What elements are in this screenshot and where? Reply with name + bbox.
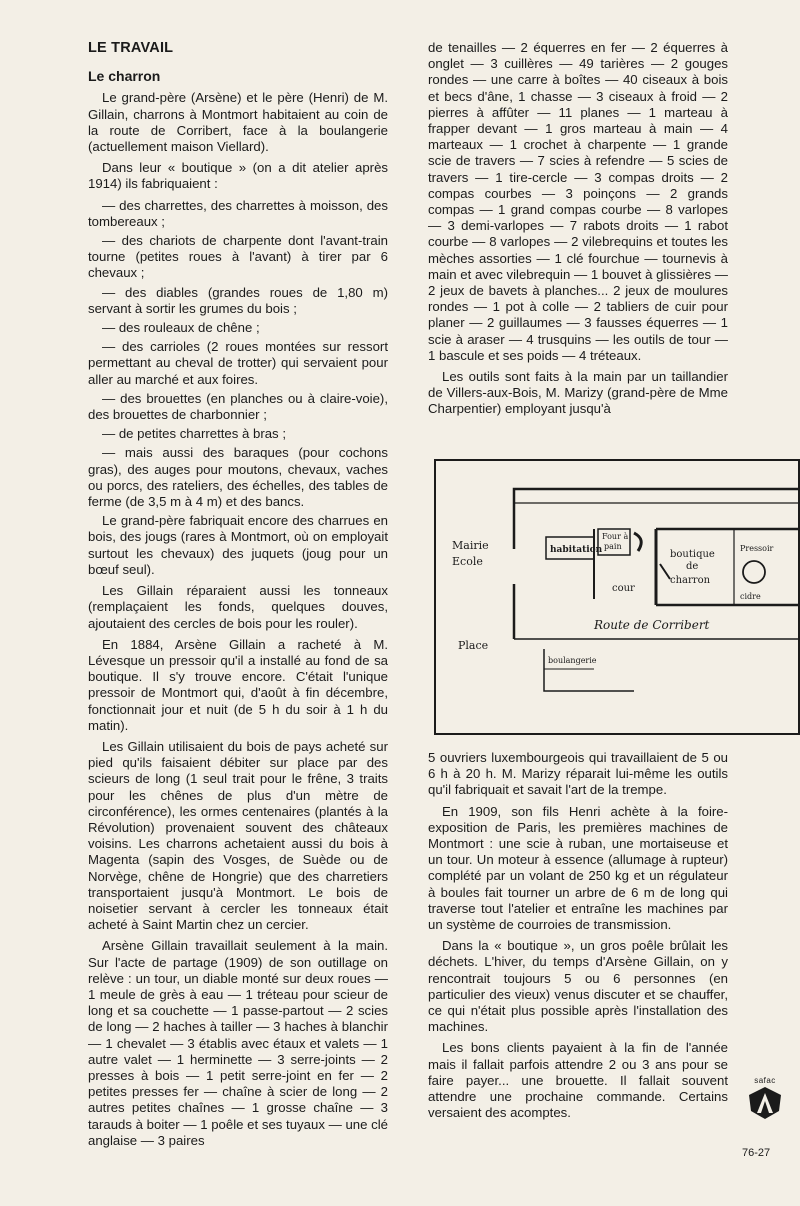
- paragraph: Les outils sont faits à la main par un taillandier de Villers-aux-Bois, M. Marizy (grand-père de Mme Charpentier) employant jusqu'à: [428, 369, 728, 417]
- paragraph: 5 ouvriers luxembourgeois qui travaillaient de 5 ou 6 h à 20 h. M. Marizy réparait lui-même les outils qu'il fabriquait et savait l'art de la trempe.: [428, 750, 728, 798]
- publisher-logo: [745, 1076, 785, 1126]
- list-item: — des chariots de charpente dont l'avant-train tourne (petites roues à l'avant) à tirer par 6 chevaux ;: [88, 233, 388, 281]
- page-number: 76-27: [742, 1147, 771, 1159]
- plan-label-route: Route de Corribert: [594, 618, 710, 632]
- right-column-top: [428, 40, 728, 423]
- plan-label-boutique-2: de: [686, 561, 699, 572]
- paragraph: En 1884, Arsène Gillain a racheté à M. Lévesque un pressoir qu'il a installé au fond de sa boutique. Il s'y trouve encore. C'était l'unique pressoir de Montmort qui, d'août à fin décembre, fonctionnait jour et nuit (de 5 h du soir à 1 h du matin).: [88, 636, 388, 733]
- site-plan-sketch: [434, 459, 800, 735]
- paragraph: Arsène Gillain travaillait seulement à la main. Sur l'acte de partage (1909) de son outillage on relève : un tour, un diable monté sur deux roues — 1 meule de grès à eau — 1 tréteau pour scieur de long et sa couchette — 1 passe-partout — 2 scies de long — 2 haches à tailler — 3 haches à blanchir — 1 chevalet — 3 établis avec étaux et valets — 1 autre valet — 1 herminette — 3 serre-joints — 2 presses à bois — 1 petit serre-joint en fer — 2 petites presses fer — chaîne à scier de long — 2 autres petites chaînes — 1 grosse chaîne — 3 tarauds à boiter — 1 poêle et ses tuyaux — une clé anglaise — 3 paires: [88, 938, 388, 1148]
- right-column-bottom: [428, 750, 728, 1126]
- left-column: [88, 40, 388, 1154]
- paragraph: En 1909, son fils Henri achète à la foire-exposition de Paris, les premières machines de Montmort : une scie à ruban, une mortaiseuse et un tour. Un moteur à essence (allumage à rupteur) complété par un volant de 250 kg et un régulateur à boules fait tourner un arbre de 6 m de long qui traverse tout l'atelier et entraîne les machines par un système de courroies de transmission.: [428, 803, 728, 933]
- list-item: — de petites charrettes à bras ;: [102, 426, 286, 442]
- plan-label-boutique-1: boutique: [670, 549, 715, 560]
- plan-label-place: Place: [458, 639, 489, 652]
- list-item: — des charrettes, des charrettes à moisson, des tombereaux ;: [88, 197, 388, 229]
- list-item: — des rouleaux de chêne ;: [102, 320, 260, 336]
- paragraph: Dans leur « boutique » (on a dit atelier après 1914) ils fabriquaient :: [88, 160, 388, 192]
- paragraph: de tenailles — 2 équerres en fer — 2 équerres à onglet — 3 cuillères — 49 tarières — 2 gouges rondes — une carre à boîtes — 40 ciseaux à bois et becs d'âne, 1 chasse — 3 ciseaux à froid — 2 pierres à affûter — 11 planes — 1 marteau à frapper devant — 1 gros marteau à main — 4 marteaux — 1 crochet à charpente — 1 grande scie de travers — 7 scies à refendre — 5 scies de travers — 1 tire-cercle — 3 compas droits — 2 compas courbes — 3 poinçons — 2 grands compas — 1 grand compas courbe — 8 varlopes — 3 demi-varlopes — 7 rabots droits — 1 rabot courbe — 8 varlopes — 2 vilebrequins et toutes les mèches assorties — 1 clé fourchue — tournevis à main et avec vilebrequin — 1 bouvet à glissières — 2 jeux de bavets à planches... 2 jeux de moulures rondes — 1 pot à colle — 2 tabliers de cuir pour planer — 2 guillaumes — 3 fausses équerres — 1 scie à araser — 4 trusquins — les outils de tour — 1 bascule et ses poids — 4 tréteaux.: [428, 40, 728, 363]
- plan-label-ecole: Ecole: [452, 555, 483, 568]
- list-item: — des diables (grandes roues de 1,80 m) servant à sortir les grumes du bois ;: [88, 284, 388, 316]
- logo-emblem-icon: [745, 1085, 785, 1121]
- plan-label-boulangerie: boulangerie: [548, 656, 597, 665]
- site-plan-drawing: [434, 459, 800, 735]
- paragraph: Le grand-père (Arsène) et le père (Henri) de M. Gillain, charrons à Montmort habitaient au coin de la route de Corribert, face à la boulangerie (actuellement maison Viellard).: [88, 90, 388, 155]
- plan-label-cour: cour: [612, 583, 635, 594]
- plan-label-mairie: Mairie: [452, 539, 489, 552]
- paragraph: Les Gillain réparaient aussi les tonneaux (remplaçaient les fonds, quelques douves, ajoutaient des cercles de bois pour les rouler).: [88, 583, 388, 631]
- paragraph: Dans la « boutique », un gros poêle brûlait les déchets. L'hiver, du temps d'Arsène Gillain, on y rencontrait toujours 5 ou 6 personnes (en particulier des vieux) venus discuter et se chauffer, ce qui n'était plus possible après l'installation des machines.: [428, 938, 728, 1035]
- plan-label-cidre: cidre: [740, 592, 761, 601]
- paragraph: Les Gillain utilisaient du bois de pays acheté sur pied qu'ils faisaient débiter sur place par des scieurs de long (1 seul trait pour le frêne, 3 traits pour les chênes de plus d'un mètre de circonférence), les ormes centenaires (plantés à la Révolution) provenaient souvent des châteaux voisins. Les charrons achetaient aussi du bois à Magenta (sapin des Vosges, de Suède ou de Norvège, chêne de Hongrie) que des charretiers transportaient jusqu'à Montmort. Le bois de noisetier servant à cercler les tonneaux était acheté à Saint Martin chez un cercier.: [88, 738, 388, 933]
- paragraph: Les bons clients payaient à la fin de l'année mais il fallait parfois attendre 2 ou 3 ans pour se faire payer... une brouette. Il fallait souvent attendre une prochaine commande. Certains versaient des acomptes.: [428, 1040, 728, 1121]
- list-item: — mais aussi des baraques (pour cochons gras), des auges pour moutons, chevaux, vaches ou porcs, des rateliers, des échelles, des tables de ferme (de 3,5 m à 4 m) et des bancs.: [88, 445, 388, 510]
- plan-label-boutique-3: charron: [670, 575, 711, 586]
- plan-label-four-1: Four à: [602, 532, 629, 541]
- plan-label-pressoir: Pressoir: [740, 544, 774, 553]
- list-item: — des carrioles (2 roues montées sur ressort permettant au cheval de trotter) qui servaient pour aller au marché et aux foires.: [88, 339, 388, 387]
- plan-label-four-2: pain: [604, 542, 622, 551]
- subsection-title: Le charron: [88, 68, 161, 85]
- list-item: — des brouettes (en planches ou à claire-voie), des brouettes de charbonnier ;: [88, 390, 388, 423]
- logo-text: safac: [754, 1076, 776, 1085]
- paragraph: Le grand-père fabriquait encore des charrues en bois, des jougs (rares à Montmort, où on employait surtout les chevaux) des juquets (joug pour un bœuf seul).: [88, 513, 388, 577]
- plan-label-habitation: habitation: [550, 545, 603, 555]
- section-title: LE TRAVAIL: [88, 40, 174, 56]
